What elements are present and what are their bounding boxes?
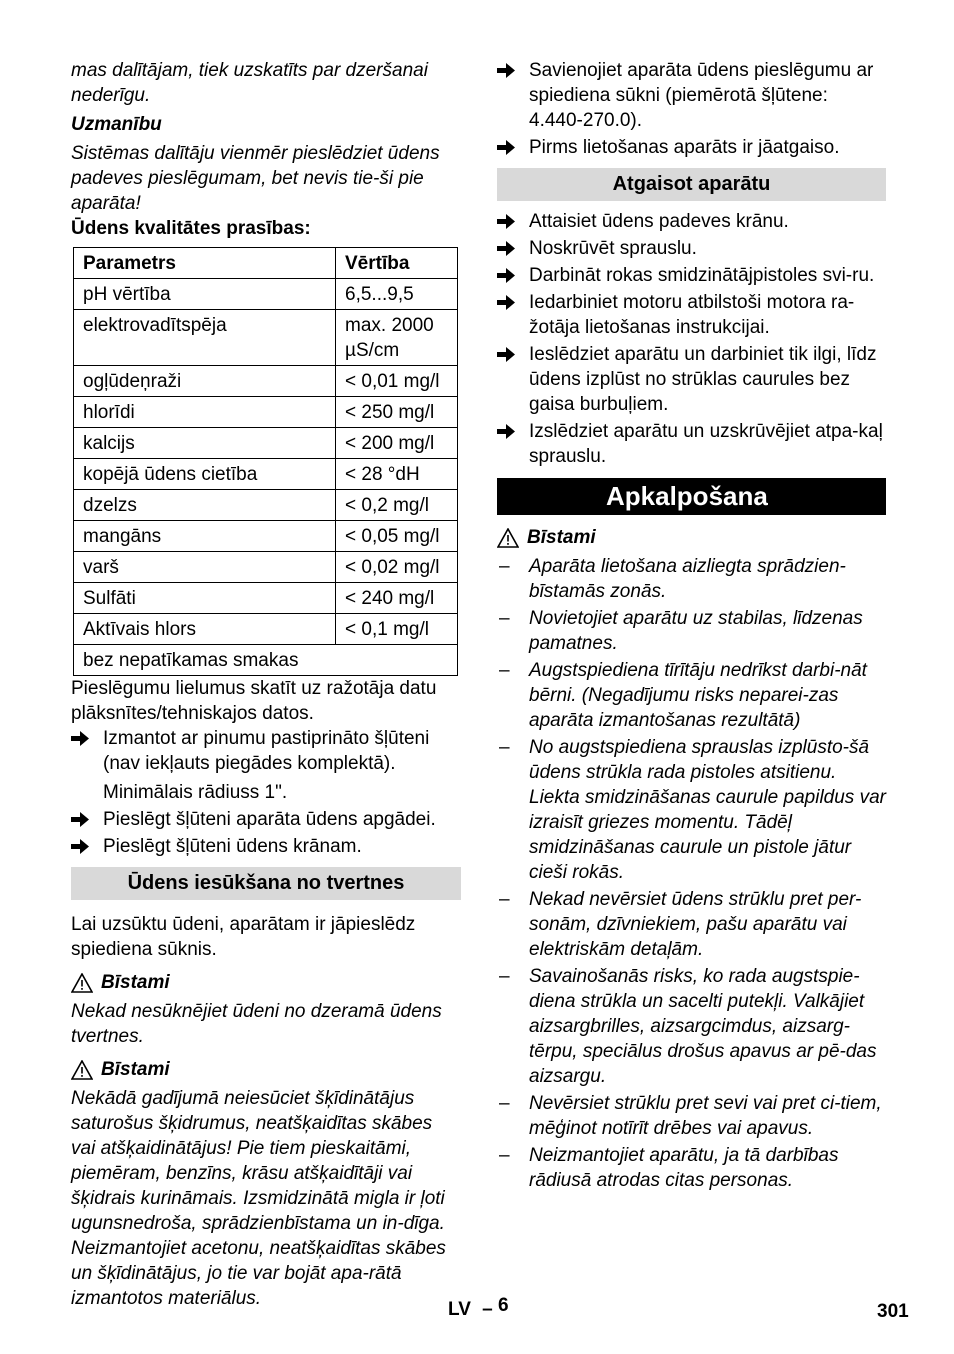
safety-item: – Nekad nevērsiet ūdens strūklu pret per-sonām, dzīvniekiem, pašu aparātu vai elektriskām detaļām. — [499, 889, 862, 960]
bullet-vent: Pirms lietošanas aparāts ir jāatgaiso. — [497, 135, 886, 160]
danger-heading-operation: Bīstami — [497, 525, 886, 550]
table-header-row — [74, 248, 458, 279]
vent-step: Noskrūvēt sprauslu. — [497, 236, 886, 261]
safety-item: – No augstspiediena sprauslas izplūsto-šā ūdens strūkla rada pistoles atsitienu. Liekta smidzināšanas caurule papildus var izraisīt griezes momentu. Tādēļ smidzināšanas caurule un pistole jātur cieši rokās. — [499, 737, 886, 883]
arrow-right-icon — [497, 263, 521, 288]
safety-item: – Aparāta lietošana aizliegta sprādzien-bīstamās zonās. — [499, 556, 846, 602]
vent-step: Ieslēdziet aparātu un darbiniet tik ilgi, līdz ūdens izplūst no strūklas caurules bez gaisa burbuļiem. — [497, 342, 886, 417]
table-cell-parameter: kalcijs — [74, 428, 336, 459]
vent-step: Izslēdziet aparātu un uzskrūvējiet atpa-kaļ sprauslu. — [497, 419, 886, 469]
table-cell-value: < 0,02 mg/l — [336, 552, 458, 583]
table-row — [74, 583, 458, 614]
table-row — [74, 366, 458, 397]
table-cell-parameter: mangāns — [74, 521, 336, 552]
table-cell-value: < 250 mg/l — [336, 397, 458, 428]
arrow-right-icon — [497, 342, 521, 367]
tank-text: Lai uzsūktu ūdeni, aparātam ir jāpieslēdz spiediena sūknis. — [71, 914, 416, 960]
bullet-pump: Savienojiet aparāta ūdens pieslēgumu ar spiediena sūkni (piemērotā šļūtene: 4.440-270.0). — [497, 58, 886, 133]
min-radius-text: Minimālais rādiuss 1". — [103, 782, 288, 803]
table-cell-value: < 28 °dH — [336, 459, 458, 490]
table-cell-value: < 240 mg/l — [336, 583, 458, 614]
vent-step: Attaisiet ūdens padeves krānu. — [497, 209, 886, 234]
caution-label: Uzmanību — [71, 114, 162, 135]
safety-item: – Nevērsiet strūklu pret sevi vai pret ci-tiem, mēģinot notīrīt drēbes vai apavus. — [499, 1093, 882, 1139]
table-row — [74, 428, 458, 459]
table-row-note — [74, 645, 458, 676]
table-row — [74, 397, 458, 428]
header-parameter: Parametrs — [74, 248, 336, 279]
left-column — [71, 58, 461, 1311]
danger-heading-2: Bīstami — [71, 1057, 461, 1082]
arrow-right-icon — [497, 209, 521, 234]
table-title: Ūdens kvalitātes prasības: — [71, 218, 311, 239]
dash-bullet-icon: – — [499, 608, 510, 629]
dash-bullet-icon: – — [499, 556, 510, 577]
table-row — [74, 552, 458, 583]
footer-local-page: 6 — [498, 1295, 509, 1316]
danger1-text: Nekad nesūknējiet ūdeni no dzeramā ūdens tvertnes. — [71, 1001, 442, 1047]
dash-bullet-icon: – — [499, 660, 510, 681]
table-row — [74, 279, 458, 310]
table-cell-value: max. 2000 µS/cm — [336, 310, 458, 366]
vent-step: Iedarbiniet motoru atbilstoši motora ra-žotāja lietošanas instrukcijai. — [497, 290, 886, 340]
table-cell-value: < 0,01 mg/l — [336, 366, 458, 397]
section-heading-operation: Apkalpošana — [497, 478, 886, 515]
table-row — [74, 614, 458, 645]
table-cell-value: < 0,1 mg/l — [336, 614, 458, 645]
footer-language-page — [448, 1297, 509, 1322]
table-cell-parameter: pH vērtība — [74, 279, 336, 310]
table-cell-note: bez nepatīkamas smakas — [74, 645, 458, 676]
arrow-right-icon — [71, 726, 95, 751]
bullet-supply: Pieslēgt šļūteni aparāta ūdens apgādei. — [71, 807, 461, 832]
caution-text: Sistēmas dalītāju vienmēr pieslēdziet ūdens padeves pieslēgumam, bet nevis tie-ši pie aparāta! — [71, 143, 440, 214]
table-cell-parameter: hlorīdi — [74, 397, 336, 428]
dash-bullet-icon: – — [499, 889, 510, 910]
safety-item: – Neizmantojiet aparātu, ja tā darbības rādiusā atrodas citas personas. — [499, 1145, 839, 1191]
footer-lang: LV — [448, 1299, 471, 1320]
table-cell-value: < 200 mg/l — [336, 428, 458, 459]
connection-text: Pieslēgumu lielumus skatīt uz ražotāja datu plāksnītes/tehniskajos datos. — [71, 678, 437, 724]
vent-step: Darbināt rokas smidzinātājpistoles svi-ru. — [497, 263, 886, 288]
operation-safety-list — [497, 554, 886, 1193]
section-heading-vent: Atgaisot aparātu — [497, 168, 886, 201]
dash-bullet-icon: – — [499, 737, 510, 758]
danger-heading-1: Bīstami — [71, 970, 461, 995]
bullet-tap: Pieslēgt šļūteni ūdens krānam. — [71, 834, 461, 859]
dash-bullet-icon: – — [499, 1093, 510, 1114]
vent-steps-list — [497, 209, 886, 469]
warning-triangle-icon — [71, 973, 93, 993]
arrow-right-icon — [497, 419, 521, 444]
table-row — [74, 521, 458, 552]
water-quality-table — [73, 247, 458, 676]
table-cell-parameter: ogļūdeņraži — [74, 366, 336, 397]
arrow-right-icon — [71, 807, 95, 832]
table-cell-parameter: varš — [74, 552, 336, 583]
footer-sep: – — [482, 1299, 493, 1320]
table-row — [74, 490, 458, 521]
arrow-right-icon — [497, 135, 521, 160]
table-row — [74, 459, 458, 490]
dash-bullet-icon: – — [499, 1145, 510, 1166]
intro-text: mas dalītājam, tiek uzskatīts par dzeršanai nederīgu. — [71, 60, 428, 106]
danger2-text: Nekādā gadījumā neiesūciet šķīdinātājus saturošus šķidrumus, neatšķaidītas skābes vai atšķaidinātājus! Pie tiem pieskaitāmi, piemēram, benzīns, krāsu atšķaidītāji vai šķidrais kurināmais. Izsmidzinātā migla ir ļoti ugunsnedroša, sprādzienbīstama un in-dīga. Neizmantojiet acetonu, neatšķaidītas skābes un šķīdinātājus, jo tie var bojāt apa-rātā izmantotos materiālus. — [71, 1088, 446, 1309]
bullet-hose: Izmantot ar pinumu pastiprināto šļūteni (nav iekļauts piegādes komplektā). — [71, 726, 461, 776]
warning-triangle-icon — [71, 1060, 93, 1080]
arrow-right-icon — [71, 834, 95, 859]
header-value: Vērtība — [336, 248, 458, 279]
warning-triangle-icon — [497, 528, 519, 548]
safety-item: – Novietojiet aparātu uz stabilas, līdzenas pamatnes. — [499, 608, 863, 654]
table-cell-value: < 0,05 mg/l — [336, 521, 458, 552]
arrow-right-icon — [497, 58, 521, 83]
right-column — [497, 58, 886, 1195]
table-cell-parameter: Sulfāti — [74, 583, 336, 614]
page-number: 301 — [877, 1301, 909, 1322]
arrow-right-icon — [497, 236, 521, 261]
dash-bullet-icon: – — [499, 966, 510, 987]
table-cell-value: 6,5...9,5 — [336, 279, 458, 310]
table-cell-value: < 0,2 mg/l — [336, 490, 458, 521]
table-cell-parameter: Aktīvais hlors — [74, 614, 336, 645]
table-cell-parameter: kopējā ūdens cietība — [74, 459, 336, 490]
section-heading-tank: Ūdens iesūkšana no tvertnes — [71, 867, 461, 900]
table-cell-parameter: elektrovadītspēja — [74, 310, 336, 366]
safety-item: – Augstspiediena tīrītāju nedrīkst darbi-nāt bērni. (Negadījumu risks neparei-zas aparāta izmantošanas rezultātā) — [499, 660, 867, 731]
safety-item: – Savainošanās risks, ko rada augstspie-diena strūkla un sacelti putekļi. Valkājiet aizsargbrilles, aizsargcimdus, aizsarg-tērpu, speciālus drošus apavus ar pē-das aizsargu. — [499, 966, 877, 1087]
arrow-right-icon — [497, 290, 521, 315]
table-cell-parameter: dzelzs — [74, 490, 336, 521]
table-row — [74, 310, 458, 366]
